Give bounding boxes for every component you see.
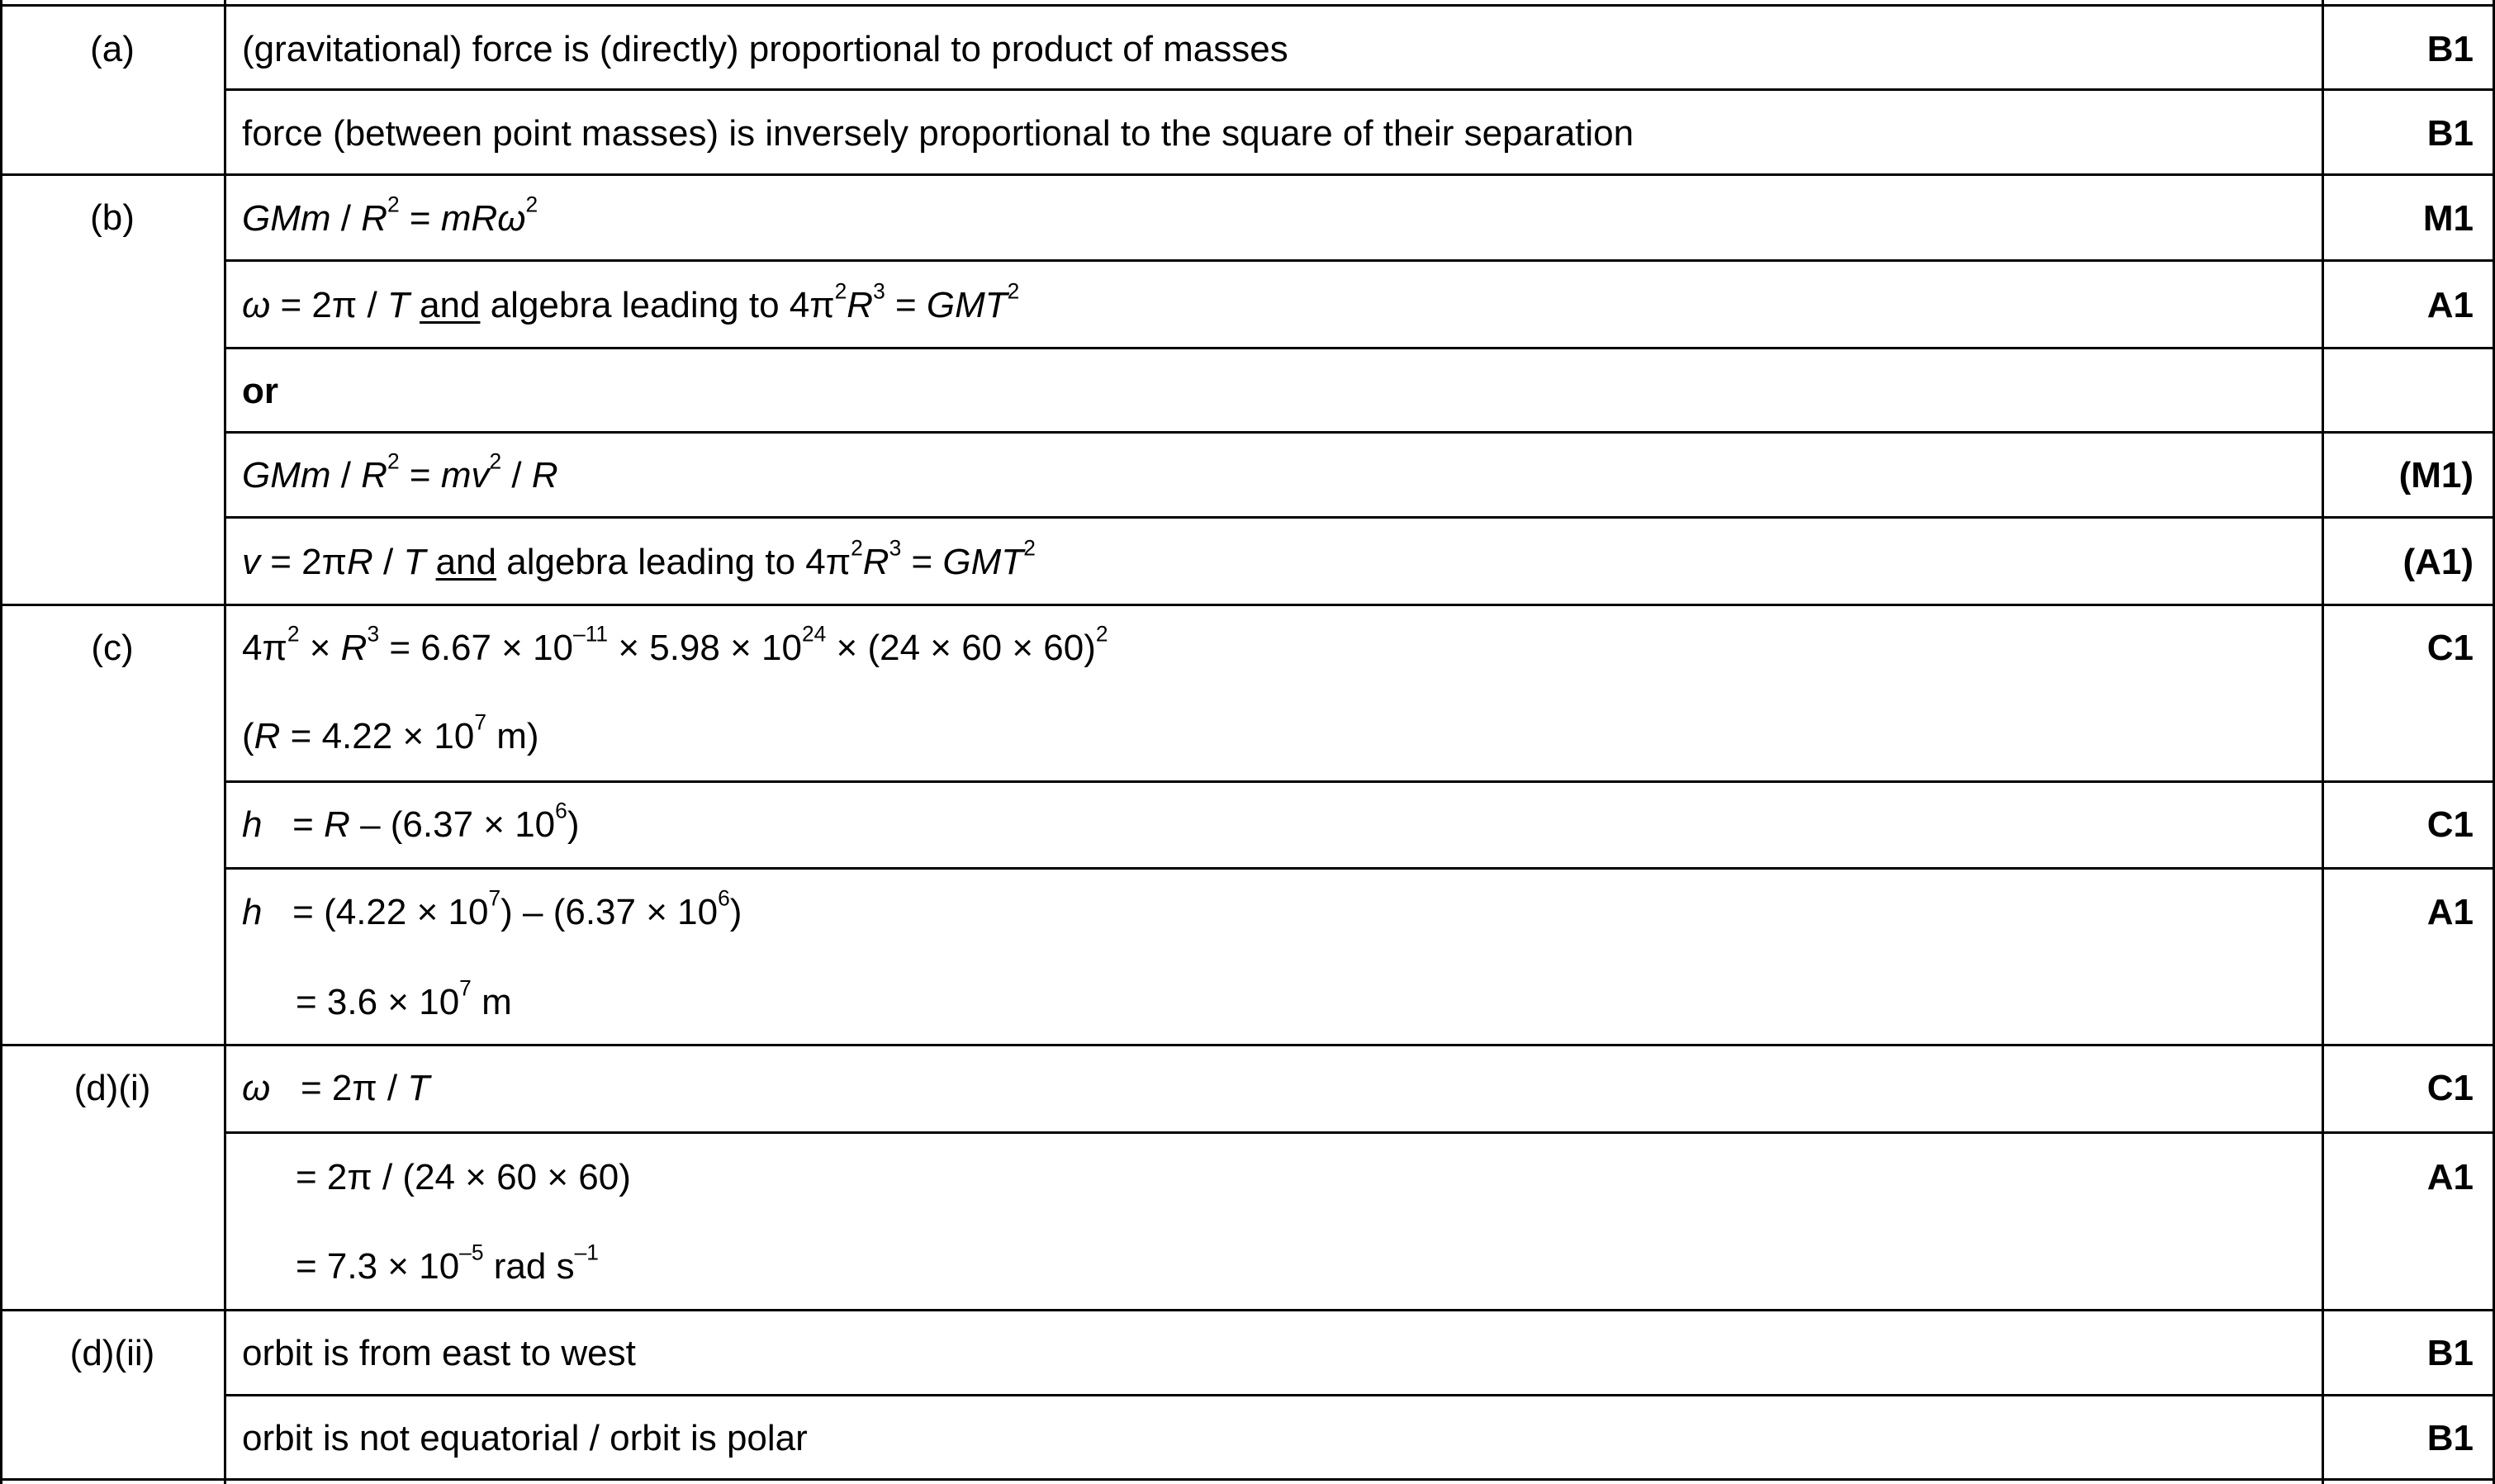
row-divider [224, 347, 2495, 349]
answer-line: ω = 2π / T and algebra leading to $4\pi^2R^3 = GMT^2$ [242, 278, 1020, 325]
answer-line: v = 2πR / T and algebra leading to $4\pi^2R^3 = GMT^2$ [242, 535, 1036, 582]
border-bottom [0, 1478, 2495, 1481]
answer-line: = 2π / (24 × 60 × 60) [296, 1157, 631, 1197]
column-divider [2322, 0, 2324, 1484]
mark-code: B1 [2426, 1333, 2474, 1373]
section-divider [0, 1044, 2495, 1046]
mark-code: C1 [2426, 628, 2474, 668]
part-label: (d)(i) [74, 1068, 151, 1108]
answer-line: $h = (4.22 \times 10^7) - (6.37 \times 10^6)$ [242, 885, 742, 932]
part-label: (b) [90, 197, 135, 238]
mark-code: C1 [2426, 1068, 2474, 1108]
alternative-or-label: or [242, 371, 278, 411]
mark-code: (A1) [2403, 542, 2474, 582]
answer-line: = $3.6 \times 10^7$ m [296, 975, 512, 1022]
mark-code: B1 [2426, 1418, 2474, 1458]
mark-code: M1 [2422, 198, 2474, 239]
row-divider [224, 431, 2495, 434]
mark-code: B1 [2426, 29, 2474, 69]
part-label: (a) [90, 29, 135, 69]
answer-line: $4\pi^2 \times R^3 = 6.67 \times 10^{-11} \times 5.98 \times 10^{24} \times (24 \times 60 \times 60)^2$ [242, 621, 1108, 668]
row-divider [224, 1131, 2495, 1134]
part-label: (c) [91, 628, 134, 668]
border-top [0, 4, 2495, 7]
row-divider [224, 1394, 2495, 1396]
answer-line: orbit is not equatorial / orbit is polar [242, 1418, 808, 1458]
section-divider [0, 604, 2495, 606]
section-divider [0, 1309, 2495, 1311]
answer-line: $h = R - (6.37 \times 10^6)$ [242, 798, 580, 845]
row-divider [224, 88, 2495, 91]
row-divider [224, 259, 2495, 262]
row-divider [224, 516, 2495, 519]
mark-code: C1 [2426, 804, 2474, 845]
row-divider [224, 867, 2495, 870]
part-label: (d)(ii) [69, 1333, 155, 1373]
mark-code: B1 [2426, 113, 2474, 154]
mark-code: A1 [2426, 285, 2474, 325]
answer-line: ($R = 4.22 \times 10^7$ m) [242, 709, 539, 756]
answer-line: GMm / $R^2 = mv^2 / R$ [242, 448, 558, 495]
mark-code: A1 [2426, 892, 2474, 932]
answer-line: (gravitational) force is (directly) proportional to product of masses [242, 29, 1288, 69]
mark-code: A1 [2426, 1157, 2474, 1197]
answer-line: GMm / $R^2 = mR\omega^2$ [242, 192, 538, 239]
answer-line: ω = 2π / T [242, 1068, 430, 1108]
answer-line: = $7.3 \times 10^{-5}$ rad $s^{-1}$ [296, 1240, 599, 1287]
answer-line: force (between point masses) is inversely proportional to the square of their separation [242, 113, 1634, 154]
answer-line: orbit is from east to west [242, 1333, 636, 1373]
section-divider [0, 173, 2495, 176]
mark-code: (M1) [2398, 455, 2474, 495]
row-divider [224, 780, 2495, 783]
